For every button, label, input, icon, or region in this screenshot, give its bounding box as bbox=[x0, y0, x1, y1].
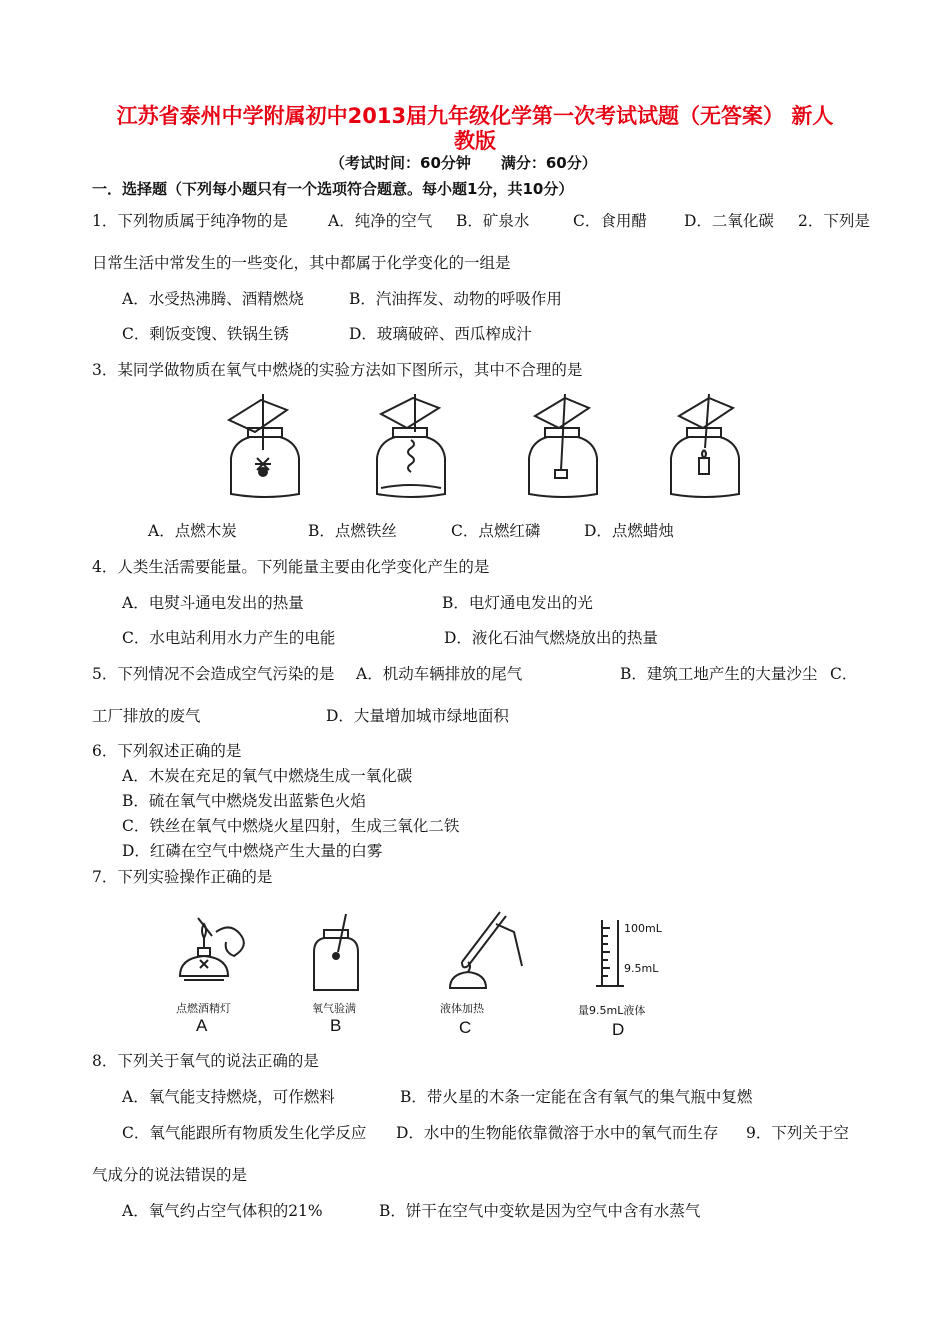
fig-c-label: 液体加热 bbox=[440, 1002, 484, 1015]
q9-option-b: B．饼干在空气中变软是因为空气中含有水蒸气 bbox=[379, 1202, 701, 1220]
q3-option-b: B．点燃铁丝 bbox=[308, 522, 397, 540]
q1-option-d: D．二氧化碳 bbox=[684, 212, 774, 230]
q5-option-c-prefix: C． bbox=[830, 665, 858, 683]
q3-option-c: C．点燃红磷 bbox=[451, 522, 541, 540]
document-title-line2: 教版 bbox=[454, 129, 496, 153]
q5-option-c: 工厂排放的废气 bbox=[92, 707, 201, 725]
q6-option-d: D．红磷在空气中燃烧产生大量的白雾 bbox=[122, 842, 383, 860]
liquid-heating-figure bbox=[440, 906, 530, 996]
document-title-line1: 江苏省泰州中学附属初中2013届九年级化学第一次考试试题（无答案） 新人 bbox=[116, 104, 834, 128]
exam-info: （考试时间：60分钟 满分：60分） bbox=[330, 154, 597, 172]
q2-option-d: D．玻璃破碎、西瓜榨成汁 bbox=[349, 325, 532, 343]
q2-option-b: B．汽油挥发、动物的呼吸作用 bbox=[349, 290, 562, 308]
q2-option-c: C．剩饭变馊、铁锅生锈 bbox=[122, 325, 289, 343]
q9-option-a: A．氧气约占空气体积的21% bbox=[122, 1202, 323, 1220]
q4-option-a: A．电熨斗通电发出的热量 bbox=[122, 594, 304, 612]
q4-option-c: C．水电站利用水力产生的电能 bbox=[122, 629, 336, 647]
fig-b-label: 氧气验满 bbox=[312, 1002, 356, 1015]
lamp-lighting-figure bbox=[170, 912, 260, 996]
jar-iron-wire-figure bbox=[363, 392, 463, 502]
q1-option-b: B．矿泉水 bbox=[456, 212, 530, 230]
q7-stem: 7．下列实验操作正确的是 bbox=[92, 868, 273, 886]
q2-stem-part2: 日常生活中常发生的一些变化，其中都属于化学变化的一组是 bbox=[92, 254, 511, 272]
q3-option-a: A．点燃木炭 bbox=[148, 522, 237, 540]
q1-stem: 1．下列物质属于纯净物的是 bbox=[92, 212, 288, 230]
fig-b-letter: B bbox=[330, 1016, 342, 1035]
oxygen-test-figure bbox=[310, 912, 364, 996]
q3-stem: 3．某同学做物质在氧气中燃烧的实验方法如下图所示，其中不合理的是 bbox=[92, 361, 583, 379]
fig-a-label: 点燃酒精灯 bbox=[176, 1002, 231, 1015]
q9-stem-part2: 气成分的说法错误的是 bbox=[92, 1166, 248, 1184]
q5-option-b: B．建筑工地产生的大量沙尘 bbox=[620, 665, 818, 683]
fig-c-letter: C bbox=[459, 1018, 472, 1037]
q3-option-d: D．点燃蜡烛 bbox=[584, 522, 674, 540]
q5-option-d: D．大量增加城市绿地面积 bbox=[326, 707, 509, 725]
q8-option-b: B．带火星的木条一定能在含有氧气的集气瓶中复燃 bbox=[400, 1088, 753, 1106]
q1-option-a: A．纯净的空气 bbox=[328, 212, 433, 230]
q8-option-c: C．氧气能跟所有物质发生化学反应 bbox=[122, 1124, 367, 1142]
cylinder-mark-9.5ml: 9.5mL bbox=[624, 962, 659, 975]
fig-a-letter: A bbox=[196, 1016, 208, 1035]
fig-d-label: 量9.5mL液体 bbox=[578, 1004, 646, 1017]
fig-d-letter: D bbox=[612, 1020, 625, 1039]
cylinder-mark-100ml: 100mL bbox=[624, 922, 662, 935]
q9-stem-part1: 9．下列关于空 bbox=[746, 1124, 849, 1142]
q5-stem: 5．下列情况不会造成空气污染的是 bbox=[92, 665, 335, 683]
jar-candle-figure bbox=[657, 392, 757, 502]
jar-red-phosphorus-figure bbox=[515, 392, 615, 502]
q4-stem: 4．人类生活需要能量。下列能量主要由化学变化产生的是 bbox=[92, 558, 490, 576]
jar-charcoal-figure bbox=[215, 392, 315, 502]
q2-option-a: A．水受热沸腾、酒精燃烧 bbox=[122, 290, 304, 308]
q4-option-d: D．液化石油气燃烧放出的热量 bbox=[444, 629, 658, 647]
q8-stem: 8．下列关于氧气的说法正确的是 bbox=[92, 1052, 319, 1070]
q1-option-c: C．食用醋 bbox=[573, 212, 647, 230]
q5-option-a: A．机动车辆排放的尾气 bbox=[356, 665, 523, 683]
q2-stem-part1: 2．下列是 bbox=[798, 212, 870, 230]
q6-stem: 6．下列叙述正确的是 bbox=[92, 742, 242, 760]
q8-option-a: A．氧气能支持燃烧，可作燃料 bbox=[122, 1088, 335, 1106]
q6-option-c: C．铁丝在氧气中燃烧火星四射，生成三氧化二铁 bbox=[122, 817, 460, 835]
q6-option-a: A．木炭在充足的氧气中燃烧生成一氧化碳 bbox=[122, 767, 413, 785]
section-heading: 一．选择题（下列每小题只有一个选项符合题意。每小题1分，共10分） bbox=[92, 180, 574, 198]
q8-option-d: D．水中的生物能依靠微溶于水中的氧气而生存 bbox=[396, 1124, 719, 1142]
q6-option-b: B．硫在氧气中燃烧发出蓝紫色火焰 bbox=[122, 792, 366, 810]
q4-option-b: B．电灯通电发出的光 bbox=[442, 594, 593, 612]
